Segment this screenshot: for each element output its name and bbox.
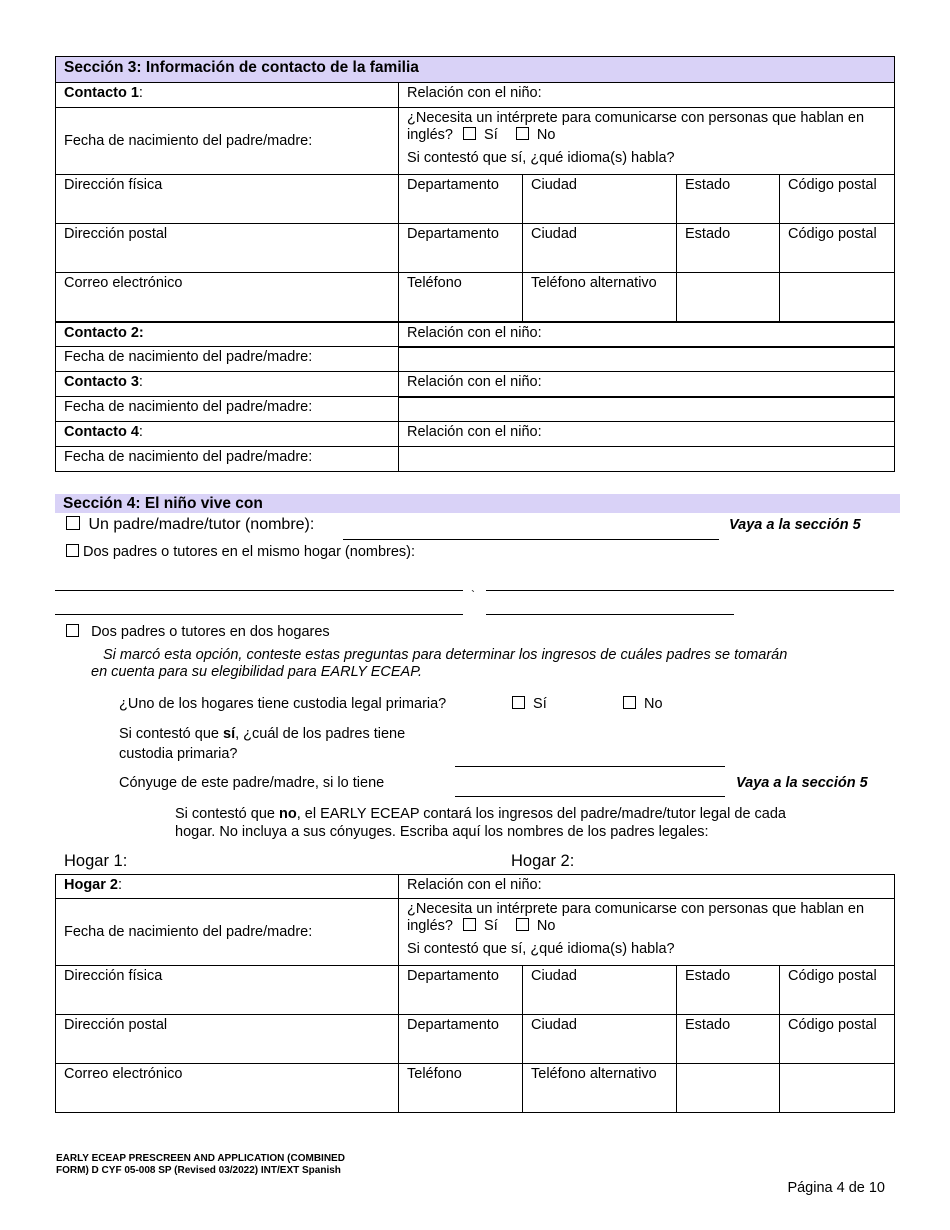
hogar2-language-question: Si contestó que sí, ¿qué idioma(s) habla? bbox=[407, 941, 675, 957]
section4-title: Sección 4: El niño vive con bbox=[63, 495, 263, 512]
hogar2-interpreter-yes-checkbox[interactable] bbox=[463, 918, 476, 931]
hogar2-alt-phone[interactable] bbox=[523, 1064, 677, 1113]
which-q-pre: Si contestó que bbox=[119, 726, 223, 742]
zip-label: Código postal bbox=[788, 1017, 877, 1033]
hogar2-extra-2[interactable] bbox=[780, 1064, 895, 1113]
which-parent-question bbox=[119, 724, 405, 764]
contact1-extra-2[interactable] bbox=[780, 273, 895, 322]
phone-label: Teléfono bbox=[407, 275, 462, 291]
contact1-alt-phone[interactable] bbox=[523, 273, 677, 322]
contact1-dob[interactable] bbox=[56, 108, 399, 175]
email-label: Correo electrónico bbox=[64, 1066, 183, 1082]
home2-text: Hogar 2: bbox=[511, 852, 575, 870]
contact1-relation-label: Relación con el niño: bbox=[407, 85, 542, 101]
contact2-label: Contacto 2: bbox=[64, 324, 144, 341]
hogar2-yes-label: Sí bbox=[484, 918, 498, 934]
instruction-line-1 bbox=[103, 647, 787, 663]
section3-header bbox=[56, 57, 895, 83]
hogar2-dob-label: Fecha de nacimiento del padre/madre: bbox=[64, 923, 313, 940]
section4-header bbox=[55, 494, 900, 513]
contact1-phone[interactable] bbox=[399, 273, 523, 322]
zip-label: Código postal bbox=[788, 177, 877, 193]
state-label: Estado bbox=[685, 177, 731, 193]
contact1-mail-state[interactable] bbox=[677, 224, 780, 273]
contact1-email[interactable] bbox=[56, 273, 399, 322]
if-no-bold: no bbox=[279, 806, 297, 822]
contact1-label-cell bbox=[56, 83, 399, 108]
contact1-mailing-address[interactable] bbox=[56, 224, 399, 273]
contact1-phys-department[interactable] bbox=[399, 175, 523, 224]
hogar2-extra-1[interactable] bbox=[677, 1064, 780, 1113]
contact3-dob-value[interactable] bbox=[399, 397, 895, 422]
page-number bbox=[787, 1180, 885, 1196]
hogar2-label-cell bbox=[56, 875, 399, 899]
department-label: Departamento bbox=[407, 226, 499, 242]
contact4-relation[interactable] bbox=[399, 422, 895, 447]
section3-table bbox=[55, 56, 895, 472]
two-homes-checkbox[interactable] bbox=[66, 624, 79, 637]
contact4-label: Contacto 4 bbox=[64, 424, 139, 440]
custody-yes-option bbox=[510, 696, 547, 712]
state-label: Estado bbox=[685, 226, 731, 242]
one-parent-checkbox[interactable] bbox=[66, 516, 80, 530]
contact1-phys-zip[interactable] bbox=[780, 175, 895, 224]
contact1-yes-label: Sí bbox=[484, 127, 498, 143]
two-same-option bbox=[64, 544, 415, 560]
contact1-phys-state[interactable] bbox=[677, 175, 780, 224]
hogar2-physical-address[interactable] bbox=[56, 966, 399, 1015]
contact1-interpreter-question: ¿Necesita un intérprete para comunicarse con personas que hablan en inglés? bbox=[407, 110, 865, 143]
contact3-dob[interactable] bbox=[56, 397, 399, 422]
mailing-address-label: Dirección postal bbox=[64, 226, 168, 242]
phone-label: Teléfono bbox=[407, 1066, 462, 1082]
custody-question-text: ¿Uno de los hogares tiene custodia legal primaria? bbox=[119, 696, 447, 712]
spouse-name-line[interactable] bbox=[455, 796, 725, 797]
home1-text: Hogar 1: bbox=[64, 852, 128, 870]
hogar2-phys-department[interactable] bbox=[399, 966, 523, 1015]
contact3-label: Contacto 3 bbox=[64, 374, 139, 390]
goto-section5-link-1 bbox=[729, 517, 861, 533]
custody-no-option bbox=[621, 696, 663, 712]
hogar2-mailing-address[interactable] bbox=[56, 1015, 399, 1064]
hogar2-phone[interactable] bbox=[399, 1064, 523, 1113]
spouse-text: Cónyuge de este padre/madre, si lo tiene bbox=[119, 775, 385, 791]
if-no-line2: hogar. No incluya a sus cónyuges. Escriba aquí los nombres de los padres legales: bbox=[175, 824, 709, 840]
hogar2-interpreter-cell bbox=[399, 899, 895, 966]
contact3-label-cell bbox=[56, 372, 399, 397]
two-same-label: Dos padres o tutores en el mismo hogar (nombres): bbox=[83, 544, 416, 560]
page-number-text: Página 4 de 10 bbox=[787, 1180, 885, 1196]
hogar2-no-label: No bbox=[536, 918, 556, 934]
contact1-phys-city[interactable] bbox=[523, 175, 677, 224]
instruction-text-1: Si marcó esta opción, conteste estas preguntas para determinar los ingresos de cuáles padres se tomarán bbox=[103, 647, 788, 663]
alt-phone-label: Teléfono alternativo bbox=[531, 275, 657, 291]
if-no-instruction bbox=[175, 805, 786, 841]
contact2-dob-label: Fecha de nacimiento del padre/madre: bbox=[64, 349, 313, 365]
contact3-colon: : bbox=[138, 374, 143, 390]
contact4-dob-label: Fecha de nacimiento del padre/madre: bbox=[64, 449, 313, 465]
comma-mark bbox=[471, 588, 475, 602]
custody-yes-checkbox[interactable] bbox=[512, 696, 525, 709]
hogar2-mail-city[interactable] bbox=[523, 1015, 677, 1064]
hogar2-table bbox=[55, 874, 895, 1113]
comma-text: ` bbox=[471, 588, 475, 602]
custody-no-checkbox[interactable] bbox=[623, 696, 636, 709]
contact1-mail-city[interactable] bbox=[523, 224, 677, 273]
two-homes-label: Dos padres o tutores en dos hogares bbox=[91, 624, 330, 640]
zip-label: Código postal bbox=[788, 968, 877, 984]
hogar2-relation-label: Relación con el niño: bbox=[407, 877, 542, 893]
state-label: Estado bbox=[685, 1017, 731, 1033]
contact1-mail-department[interactable] bbox=[399, 224, 523, 273]
department-label: Departamento bbox=[407, 968, 499, 984]
physical-address-label: Dirección física bbox=[64, 177, 163, 193]
contact1-colon: : bbox=[138, 85, 143, 101]
which-q-bold: sí bbox=[223, 726, 236, 742]
hogar2-mail-state[interactable] bbox=[677, 1015, 780, 1064]
hogar2-relation[interactable] bbox=[399, 875, 895, 899]
contact1-label: Contacto 1 bbox=[64, 85, 139, 101]
contact4-label-cell bbox=[56, 422, 399, 447]
home2-label bbox=[511, 852, 574, 871]
one-parent-label: Un padre/madre/tutor (nombre): bbox=[88, 516, 315, 533]
parent2-name-line-b[interactable] bbox=[486, 614, 734, 615]
contact4-dob-value[interactable] bbox=[399, 447, 895, 472]
city-label: Ciudad bbox=[531, 1017, 577, 1033]
contact1-relation[interactable] bbox=[399, 83, 895, 108]
which-q-line2: custodia primaria? bbox=[119, 746, 238, 762]
hogar2-email[interactable] bbox=[56, 1064, 399, 1113]
contact4-dob[interactable] bbox=[56, 447, 399, 472]
goto-section5-text-2: Vaya a la sección 5 bbox=[736, 775, 868, 791]
hogar2-phys-city[interactable] bbox=[523, 966, 677, 1015]
contact3-relation[interactable] bbox=[399, 372, 895, 397]
spouse-question bbox=[119, 775, 384, 791]
hogar2-phys-state[interactable] bbox=[677, 966, 780, 1015]
home1-label bbox=[64, 852, 127, 871]
parent2-name-line-a[interactable] bbox=[486, 590, 894, 591]
contact2-label-cell bbox=[56, 322, 399, 347]
alt-phone-label: Teléfono alternativo bbox=[531, 1066, 657, 1082]
if-no-post: , el EARLY ECEAP contará los ingresos del padre/madre/tutor legal de cada bbox=[296, 806, 786, 822]
hogar2-interpreter-no-checkbox[interactable] bbox=[516, 918, 529, 931]
zip-label: Código postal bbox=[788, 226, 877, 242]
department-label: Departamento bbox=[407, 177, 499, 193]
two-homes-option bbox=[64, 624, 330, 640]
goto-section5-link-2 bbox=[736, 775, 868, 791]
goto-section5-text: Vaya a la sección 5 bbox=[729, 517, 861, 533]
primary-custody-parent-line[interactable] bbox=[455, 766, 725, 767]
parent1-name-line-a[interactable] bbox=[55, 590, 463, 591]
contact1-language-question: Si contestó que sí, ¿qué idioma(s) habla? bbox=[407, 150, 675, 166]
section3-title: Sección 3: Información de contacto de la familia bbox=[64, 59, 419, 76]
hogar2-interpreter-question: ¿Necesita un intérprete para comunicarse con personas que hablan en inglés? bbox=[407, 901, 865, 934]
contact3-dob-label: Fecha de nacimiento del padre/madre: bbox=[64, 399, 313, 415]
contact4-relation-label: Relación con el niño: bbox=[407, 424, 542, 440]
contact1-interpreter-no-checkbox[interactable] bbox=[516, 127, 529, 140]
one-parent-option bbox=[64, 516, 314, 534]
contact1-interpreter-yes-checkbox[interactable] bbox=[463, 127, 476, 140]
state-label: Estado bbox=[685, 968, 731, 984]
custody-question bbox=[119, 696, 446, 712]
two-same-checkbox[interactable] bbox=[66, 544, 79, 557]
city-label: Ciudad bbox=[531, 968, 577, 984]
hogar2-phys-zip[interactable] bbox=[780, 966, 895, 1015]
physical-address-label: Dirección física bbox=[64, 968, 163, 984]
contact2-relation-label: Relación con el niño: bbox=[407, 324, 542, 341]
contact2-relation[interactable] bbox=[399, 322, 895, 347]
mailing-address-label: Dirección postal bbox=[64, 1017, 168, 1033]
hogar2-mail-department[interactable] bbox=[399, 1015, 523, 1064]
which-q-post: , ¿cuál de los padres tiene bbox=[235, 726, 406, 742]
contact2-dob-value[interactable] bbox=[399, 347, 895, 372]
instruction-text-2: en cuenta para su elegibilidad para EARLY ECEAP. bbox=[91, 664, 423, 680]
contact2-dob[interactable] bbox=[56, 347, 399, 372]
hogar2-dob[interactable] bbox=[56, 899, 399, 966]
if-no-pre: Si contestó que bbox=[175, 806, 279, 822]
contact1-extra-1[interactable] bbox=[677, 273, 780, 322]
custody-yes-label: Sí bbox=[533, 696, 547, 712]
one-parent-name-line[interactable] bbox=[343, 539, 719, 540]
contact1-mail-zip[interactable] bbox=[780, 224, 895, 273]
city-label: Ciudad bbox=[531, 226, 577, 242]
city-label: Ciudad bbox=[531, 177, 577, 193]
contact1-dob-label: Fecha de nacimiento del padre/madre: bbox=[64, 132, 313, 149]
instruction-line-2 bbox=[91, 664, 422, 680]
email-label: Correo electrónico bbox=[64, 275, 183, 291]
form-footer bbox=[56, 1153, 345, 1177]
custody-no-label: No bbox=[644, 696, 663, 712]
contact1-no-label: No bbox=[536, 127, 556, 143]
contact4-colon: : bbox=[138, 424, 143, 440]
footer-line-2: FORM) D CYF 05-008 SP (Revised 03/2022) INT/EXT Spanish bbox=[56, 1165, 341, 1176]
department-label: Departamento bbox=[407, 1017, 499, 1033]
hogar2-mail-zip[interactable] bbox=[780, 1015, 895, 1064]
hogar2-colon: : bbox=[118, 877, 123, 893]
parent1-name-line-b[interactable] bbox=[55, 614, 463, 615]
contact3-relation-label: Relación con el niño: bbox=[407, 374, 542, 390]
contact1-physical-address[interactable] bbox=[56, 175, 399, 224]
footer-line-1: EARLY ECEAP PRESCREEN AND APPLICATION (COMBINED bbox=[56, 1153, 345, 1164]
contact1-interpreter-cell bbox=[399, 108, 895, 175]
hogar2-label: Hogar 2 bbox=[64, 877, 118, 893]
